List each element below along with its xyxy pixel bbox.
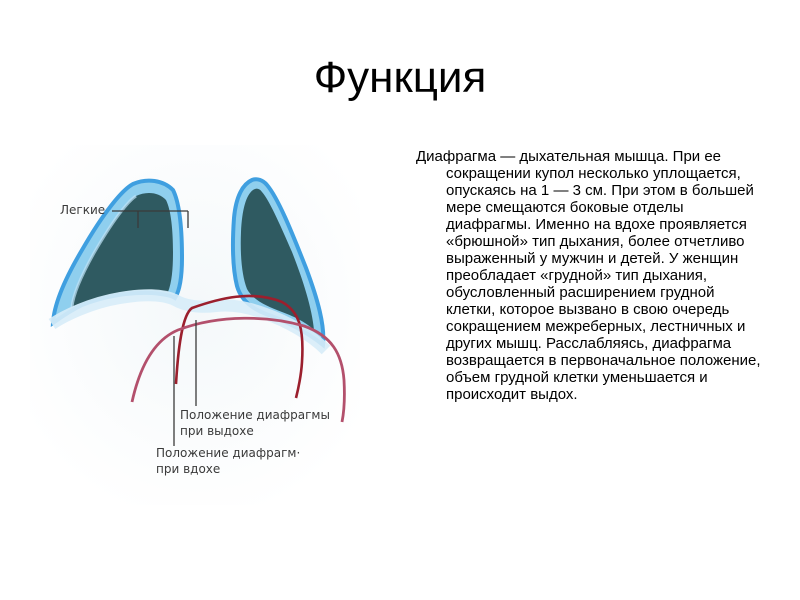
body-paragraph: Диафрагма — дыхательная мышца. При ее сокращении купол несколько уплощается, опускаясь на 1 — 3 см. При этом в большей мере смещаются боковые отделы диафрагмы. Именно на вдохе проявляется «брюшной» тип дыхания, более отчетливо выраженный у мужчин и детей. У женщин преобладает «грудной» тип дыхания, обусловленный расширением грудной клетки, которое вызвано в свою очередь сокращением межреберных, лестничных и других мышц. Расслабляясь, диафрагма возвращается в первоначальное положение, объем грудной клетки уменьшается и происходит выдох. bbox=[416, 148, 761, 403]
label-exhale-line2: при выдохе bbox=[180, 424, 254, 438]
slide-title: Функция bbox=[313, 53, 487, 102]
label-inhale-line1: Положение диафрагм· bbox=[156, 446, 301, 460]
label-lungs: Легкие bbox=[60, 203, 106, 217]
diaphragm-figure bbox=[20, 140, 370, 510]
body-text bbox=[416, 148, 762, 403]
label-inhale-line2: при вдохе bbox=[156, 462, 221, 476]
label-exhale-line1: Положение диафрагмы bbox=[180, 408, 330, 422]
